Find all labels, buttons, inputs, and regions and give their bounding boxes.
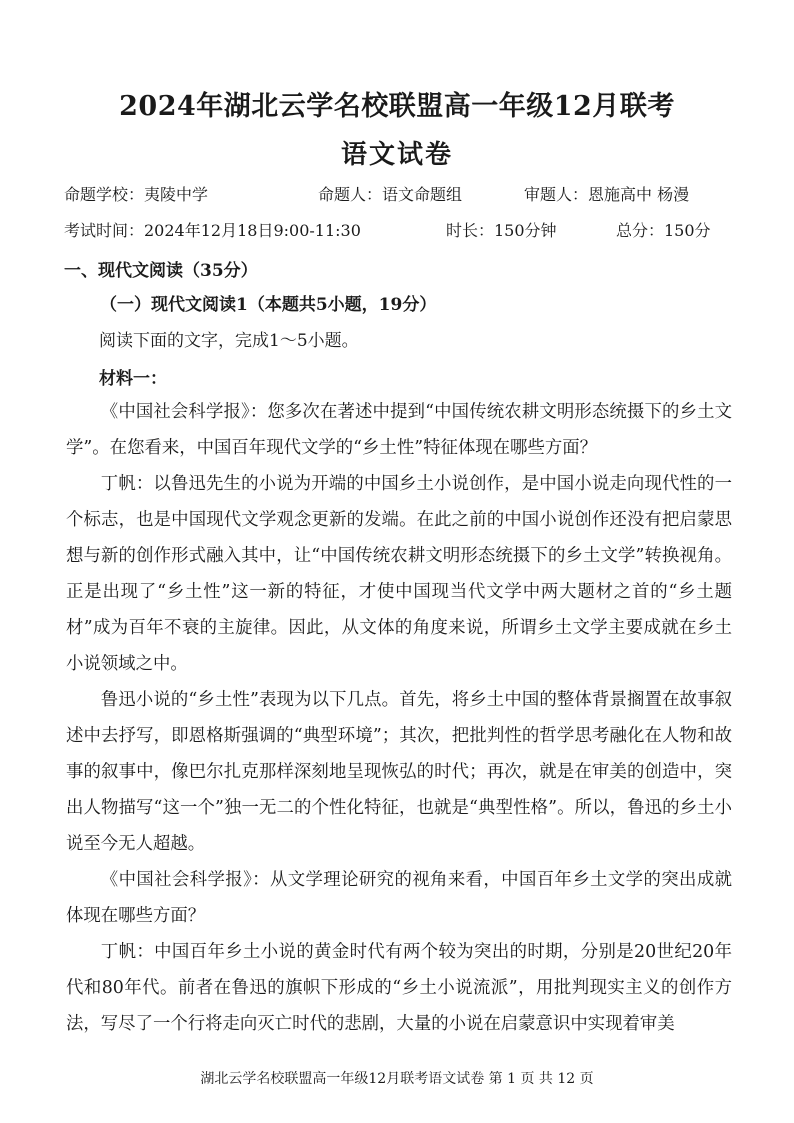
material-body	[66, 394, 732, 1042]
meta-author: 命题人：语文命题组	[318, 185, 463, 204]
section-heading: 一、现代文阅读（35分）	[64, 261, 258, 281]
paragraph: 丁帆：中国百年乡土小说的黄金时代有两个较为突出的时期，分别是20世纪20年代和80年代。前者在鲁迅的旗帜下形成的“乡土小说流派”，用批判现实主义的创作方法，写尽了一个行将走向灭亡时代的悲剧，大量的小说在启蒙意识中实现着审美	[66, 942, 732, 1034]
reading-instruction: 阅读下面的文字，完成1～5小题。	[99, 331, 359, 351]
material-label: 材料一：	[99, 369, 167, 389]
paragraph: 《中国社会科学报》：从文学理论研究的视角来看，中国百年乡土文学的突出成就体现在哪些方面？	[66, 870, 732, 926]
meta-exam-time: 考试时间：2024年12月18日9:00-11:30	[64, 221, 361, 240]
paragraph: 丁帆：以鲁迅先生的小说为开端的中国乡土小说创作，是中国小说走向现代性的一个标志，也是中国现代文学观念更新的发端。在此之前的中国小说创作还没有把启蒙思想与新的创作形式融入其中，让“中国传统农耕文明形态统摄下的乡土文学”转换视角。正是出现了“乡土性”这一新的特征，才使中国现当代文学中两大题材之首的“乡土题材”成为百年不衰的主旋律。因此，从文体的角度来说，所谓乡土文学主要成就在乡土小说领域之中。	[66, 474, 732, 674]
page-footer: 湖北云学名校联盟高一年级12月联考语文试卷 第 1 页 共 12 页	[200, 1071, 594, 1087]
exam-subtitle: 语文试卷	[340, 140, 453, 170]
meta-duration: 时长：150分钟	[446, 221, 557, 240]
meta-total-score: 总分：150分	[616, 221, 711, 240]
meta-reviewer: 审题人：恩施高中 杨漫	[524, 185, 690, 204]
exam-title: 2024年湖北云学名校联盟高一年级12月联考	[119, 91, 675, 122]
subsection-heading: （一）现代文阅读1（本题共5小题，19分）	[100, 295, 437, 315]
paragraph: 《中国社会科学报》：您多次在著述中提到“中国传统农耕文明形态统摄下的乡土文学”。在您看来，中国百年现代文学的“乡土性”特征体现在哪些方面？	[66, 402, 732, 458]
meta-school: 命题学校：夷陵中学	[64, 185, 209, 204]
paragraph: 鲁迅小说的“乡土性”表现为以下几点。首先，将乡土中国的整体背景搁置在故事叙述中去抒写，即恩格斯强调的“典型环境”；其次，把批判性的哲学思考融化在人物和故事的叙事中，像巴尔扎克那样深刻地呈现恢弘的时代；再次，就是在审美的创造中，突出人物描写“这一个”独一无二的个性化特征，也就是“典型性格”。所以，鲁迅的乡土小说至今无人超越。	[66, 690, 732, 854]
